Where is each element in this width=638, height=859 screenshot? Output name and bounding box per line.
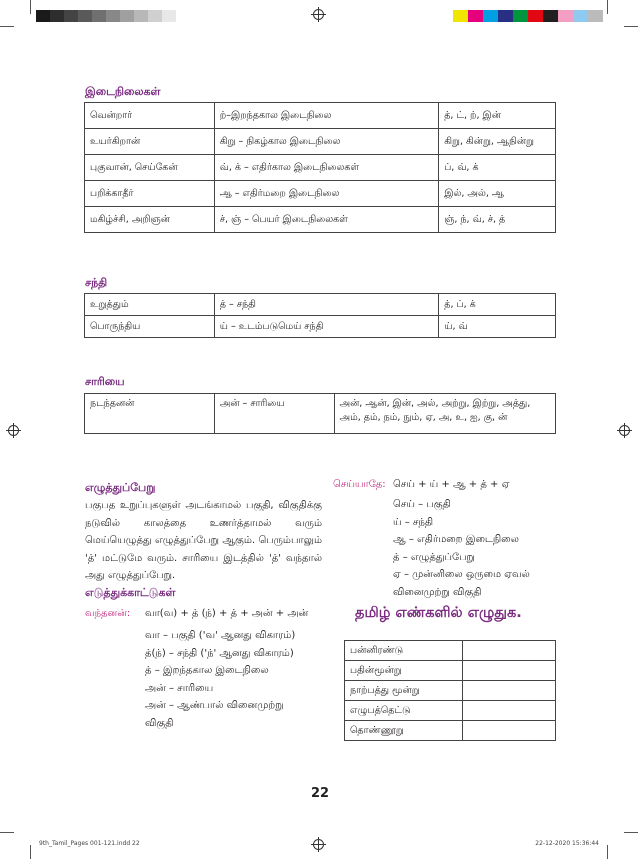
santhi-table [84,293,556,338]
breakdown-line: ஆ – எதிர்மறை இடைநிலை [393,534,519,545]
table-cell: உயர்கிறான் [85,129,215,155]
table-cell: இல், அல், ஆ [439,181,556,207]
crop-mark [607,845,608,859]
breakdown-line: ஏ – முன்னிலை ஒருமை ஏவல் [393,569,530,580]
gray-swatch [148,10,162,22]
crop-mark [30,845,31,859]
exercise-row [345,641,556,661]
color-swatch [483,10,498,22]
answer-field[interactable] [462,681,555,701]
table-cell: ஞ், ந், வ், ச், த் [439,207,556,233]
gray-swatch [92,10,106,22]
table-cell: த், ட், ற், இன் [439,103,556,129]
breakdown-line: அன் – ஆண்பால் வினைமுற்று [145,700,284,711]
exercise-title: தமிழ் எண்களில் எழுதுக. [355,605,522,621]
crop-mark [624,26,638,27]
table-row [85,129,556,155]
table-cell: ற்–இறந்தகால இடைநிலை [214,103,438,129]
breakdown-line: த் – எழுத்துப்பேறு [393,551,475,563]
footer-filename: 9th_Tamil_Pages 001-121.indd 22 [39,840,140,847]
registration-target-icon [8,425,19,436]
answer-field[interactable] [462,721,555,741]
color-swatch [573,10,588,22]
breakdown-line: த் – இறந்தகால இடைநிலை [145,665,269,676]
table-cell: ய் – உடம்படுமெய் சந்தி [214,316,439,338]
color-swatch [588,10,603,22]
color-swatch [468,10,483,22]
section-heading-saariyai: சாரியை [85,375,125,388]
number-word: தொண்ணூறு [345,721,463,741]
crop-mark [624,832,638,833]
breakdown-line: விகுதி [145,717,174,729]
answer-field[interactable] [462,641,555,661]
table-cell: ய், வ் [439,316,556,338]
table-row [85,103,556,129]
gray-swatch [78,10,92,22]
table-cell: பறிக்காதீர் [85,181,215,207]
table-cell: பொருந்திய [85,316,215,338]
exercise-row [345,721,556,741]
color-swatch [513,10,528,22]
exercise-table [344,640,556,741]
table-cell: ச், ஞ் – பெயர் இடைநிலைகள் [214,207,438,233]
gray-swatch [64,10,78,22]
color-swatch [558,10,573,22]
crop-mark [0,26,14,27]
table-row [85,207,556,233]
number-word: எழுபத்தெட்டு [345,701,463,721]
exercise-row [345,681,556,701]
table-cell: த் – சந்தி [214,294,439,316]
table-cell: ப், வ், க் [439,155,556,181]
number-word: பன்னிரண்டு [345,641,463,661]
table-cell: உறுத்தும் [85,294,215,316]
table-cell: த், ப், க் [439,294,556,316]
table-cell: மகிழ்ச்சி, அறிஞன் [85,207,215,233]
example-formula: வா(வ) + த் (ந்) + த் + அன் + அன் [145,608,309,619]
gray-swatch [50,10,64,22]
breakdown-line: செய் – பகுதி [393,499,451,510]
table-cell: அன் – சாரியை [214,394,334,434]
ezhuthuppeeru-heading: எழுத்துப்பேறு [85,481,156,494]
registration-target-icon [313,839,324,850]
breakdown-line: த்(ந்) – சந்தி ('ந்' ஆனது விகாரம்) [145,647,294,659]
table-cell: கிறு, கின்று, ஆநின்று [439,129,556,155]
section-heading-idainilaigal: இடைநிலைகள் [85,85,161,98]
table-cell: வ், க் – எதிர்கால இடைநிலைகள் [214,155,438,181]
idainilai-table [84,102,556,233]
answer-field[interactable] [462,701,555,721]
table-row [85,294,556,316]
table-cell: புகுவான், செய்கேன் [85,155,215,181]
table-row [85,316,556,338]
table-cell: கிறு – நிகழ்கால இடைநிலை [214,129,438,155]
table-row [85,155,556,181]
crop-mark [30,0,31,14]
number-word: பதின்மூன்று [345,661,463,681]
registration-target-icon [313,9,324,20]
registration-target-icon [619,425,630,436]
saariyai-list-line-2: அம், தம், நம், நும், ஏ, அ, உ, ஐ, கு, ன் [339,412,508,423]
footer-timestamp: 22-12-2020 15:36:44 [535,840,599,847]
exercise-row [345,701,556,721]
gray-swatch [120,10,134,22]
table-cell: நடந்தனன் [85,394,215,434]
seyyaathe-formula: செய் + ய் + ஆ + த் + ஏ [393,479,510,490]
gray-swatch [162,10,176,22]
breakdown-line: வினைமுற்று விகுதி [393,586,482,598]
table-cell: ஆ – எதிர்மறை இடைநிலை [214,181,438,207]
gray-swatch [36,10,50,22]
gray-swatch [134,10,148,22]
page-number: 22 [311,786,330,801]
exercise-row [345,661,556,681]
breakdown-line: வா – பகுதி ('வ' ஆனது விகாரம்) [145,630,296,641]
breakdown-line: ய் – சந்தி [393,516,434,528]
number-word: நாற்பத்து மூன்று [345,681,463,701]
gray-swatch [106,10,120,22]
color-swatch [498,10,513,22]
breakdown-line: அன் – சாரியை [145,682,214,694]
table-cell [334,394,555,434]
table-cell: வென்றார் [85,103,215,129]
color-swatch [528,10,543,22]
color-swatch [453,10,468,22]
answer-field[interactable] [462,661,555,681]
saariyai-list-line-1: அன், ஆன், இன், அல், அற்று, இற்று, அத்து, [339,398,531,409]
example-label: வந்தனன்: [85,608,131,619]
saariyai-table [84,393,556,434]
crop-mark [607,0,608,14]
crop-mark [0,832,14,833]
examples-heading: எடுத்துக்காட்டுகள் [85,586,176,599]
color-swatch [543,10,558,22]
section-heading-santhi: சந்தி [85,276,108,289]
seyyaathe-label: செய்யாதே: [333,479,386,490]
ezhuthuppeeru-paragraph: பகுபத உறுப்புகளுள் அடங்காமல் பகுதி, விகுதிக்கு நடுவில் காலத்தை உணர்த்தாமல் வரும் மெய்யெழுத்து எழுத்துப்பேறு ஆகும். பெரும்பாலும் 'த்' மட்டுமே வரும். சாரியை இடத்தில் 'த்' வந்தால் அது எழுத்துப்பேறு. [85,500,322,581]
table-row [85,181,556,207]
